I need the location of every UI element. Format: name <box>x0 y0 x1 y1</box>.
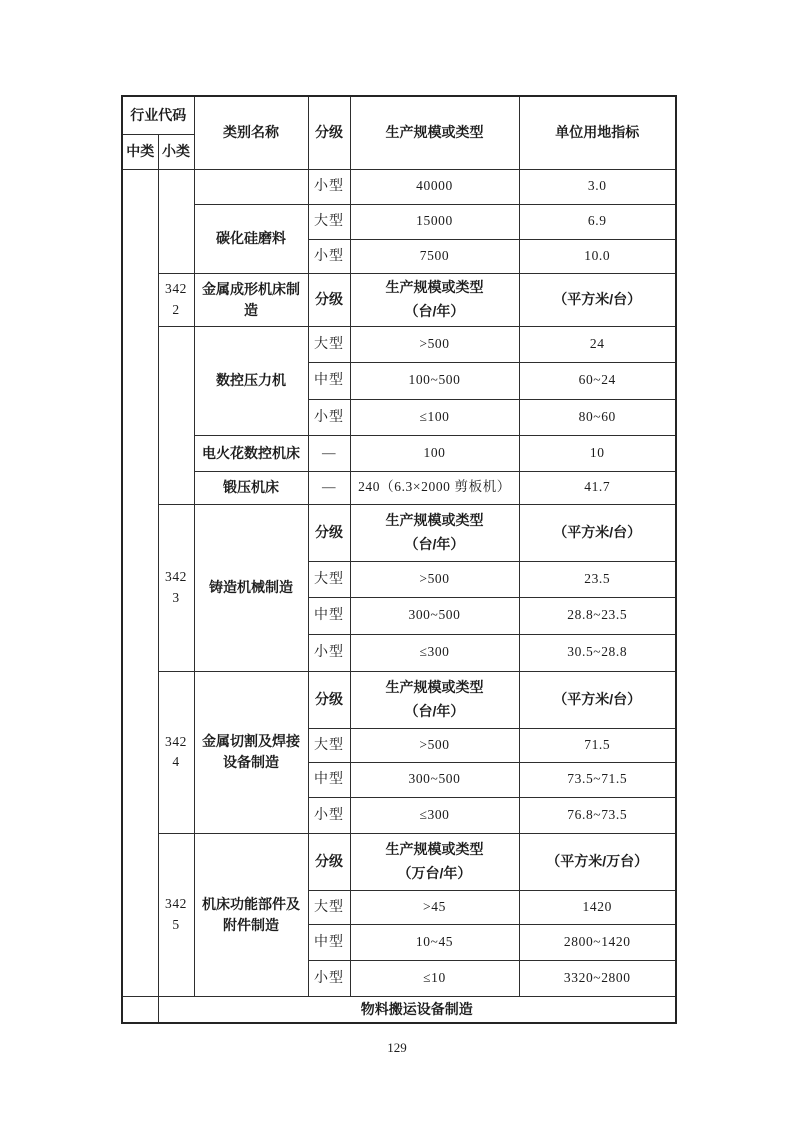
grade-cell: 小型 <box>308 399 350 435</box>
sub-header-scale-line1: 生产规模或类型 <box>385 278 484 295</box>
grade-cell: 中型 <box>308 762 350 797</box>
unit-cell: 6.9 <box>519 204 676 239</box>
scale-cell: 15000 <box>350 204 519 239</box>
scale-cell: >500 <box>350 728 519 762</box>
sub-header-scale-line1: 生产规模或类型 <box>385 511 484 528</box>
table-header-row-1 <box>122 96 676 134</box>
unit-cell: 23.5 <box>519 561 676 597</box>
section-header-row <box>122 671 676 728</box>
scale-cell: ≤300 <box>350 634 519 671</box>
sub-header-scale-cell <box>350 273 519 326</box>
grade-cell: — <box>308 471 350 504</box>
scale-cell: 300~500 <box>350 597 519 634</box>
unit-cell: 41.7 <box>519 471 676 504</box>
unit-cell: 3.0 <box>519 169 676 204</box>
category-name-cell: 金属切割及焊接设备制造 <box>194 671 308 833</box>
category-name-cell: 铸造机械制造 <box>194 504 308 671</box>
grade-cell: 中型 <box>308 362 350 399</box>
category-name-cell: 锻压机床 <box>194 471 308 504</box>
category-name-cell: 碳化硅磨料 <box>194 204 308 273</box>
sub-header-scale-line2: （台/年） <box>404 535 465 552</box>
small-class-empty-cell <box>158 326 194 504</box>
sub-header-grade-cell: 分级 <box>308 504 350 561</box>
category-name-cell: 数控压力机 <box>194 326 308 435</box>
section-title-cell: 物料搬运设备制造 <box>158 996 676 1023</box>
grade-cell: 小型 <box>308 960 350 996</box>
scale-cell: 240（6.3×2000 剪板机） <box>350 471 519 504</box>
scale-cell: ≤300 <box>350 797 519 833</box>
mid-class-empty-cell <box>122 996 158 1023</box>
unit-cell: 3320~2800 <box>519 960 676 996</box>
unit-cell: 28.8~23.5 <box>519 597 676 634</box>
table-row <box>122 204 676 239</box>
header-unit-indicator: 单位用地指标 <box>519 96 676 169</box>
sub-header-unit-cell: （平方米/台） <box>519 273 676 326</box>
grade-cell: 大型 <box>308 561 350 597</box>
sub-header-scale-cell <box>350 671 519 728</box>
unit-cell: 73.5~71.5 <box>519 762 676 797</box>
unit-cell: 2800~1420 <box>519 924 676 960</box>
table-row <box>122 169 676 204</box>
section-header-row <box>122 504 676 561</box>
category-name-cell: 机床功能部件及附件制造 <box>194 833 308 996</box>
unit-cell: 30.5~28.8 <box>519 634 676 671</box>
sub-header-scale-line1: 生产规模或类型 <box>385 840 484 857</box>
header-grade: 分级 <box>308 96 350 169</box>
grade-cell: 中型 <box>308 924 350 960</box>
unit-cell: 80~60 <box>519 399 676 435</box>
sub-header-unit-cell: （平方米/台） <box>519 504 676 561</box>
table-row <box>122 435 676 471</box>
grade-cell: 大型 <box>308 204 350 239</box>
grade-cell: 小型 <box>308 634 350 671</box>
grade-cell: 中型 <box>308 597 350 634</box>
grade-cell: — <box>308 435 350 471</box>
small-class-empty-cell <box>158 169 194 273</box>
scale-cell: >45 <box>350 890 519 924</box>
unit-cell: 10 <box>519 435 676 471</box>
industry-code-cell: 3425 <box>158 833 194 996</box>
header-scale: 生产规模或类型 <box>350 96 519 169</box>
grade-cell: 大型 <box>308 326 350 362</box>
sub-header-scale-line1: 生产规模或类型 <box>385 678 484 695</box>
scale-cell: 100~500 <box>350 362 519 399</box>
industry-code-cell: 3423 <box>158 504 194 671</box>
unit-cell: 1420 <box>519 890 676 924</box>
scale-cell: 40000 <box>350 169 519 204</box>
section-row <box>122 996 676 1023</box>
sub-header-grade-cell: 分级 <box>308 671 350 728</box>
scale-cell: ≤10 <box>350 960 519 996</box>
category-name-cell: 电火花数控机床 <box>194 435 308 471</box>
scale-cell: >500 <box>350 561 519 597</box>
section-header-row <box>122 273 676 326</box>
industry-code-cell: 3422 <box>158 273 194 326</box>
scale-cell: 10~45 <box>350 924 519 960</box>
mid-class-empty-cell <box>122 169 158 996</box>
scale-cell: 100 <box>350 435 519 471</box>
unit-cell: 10.0 <box>519 239 676 273</box>
sub-header-scale-line2: （台/年） <box>404 302 465 319</box>
header-industry-code: 行业代码 <box>122 96 194 134</box>
sub-header-scale-cell <box>350 833 519 890</box>
table-row <box>122 326 676 362</box>
unit-cell: 76.8~73.5 <box>519 797 676 833</box>
table-row <box>122 471 676 504</box>
scale-cell: 300~500 <box>350 762 519 797</box>
category-name-cell: 金属成形机床制造 <box>194 273 308 326</box>
sub-header-scale-line2: （万台/年） <box>397 864 472 881</box>
sub-header-grade-cell: 分级 <box>308 833 350 890</box>
sub-header-unit-cell: （平方米/台） <box>519 671 676 728</box>
land-use-indicator-table <box>121 95 677 1024</box>
sub-header-scale-cell <box>350 504 519 561</box>
industry-code-cell: 3424 <box>158 671 194 833</box>
grade-cell: 小型 <box>308 797 350 833</box>
grade-cell: 大型 <box>308 728 350 762</box>
page-number: 129 <box>387 1040 407 1055</box>
grade-cell: 大型 <box>308 890 350 924</box>
category-empty-cell <box>194 169 308 204</box>
scale-cell: ≤100 <box>350 399 519 435</box>
header-category-name: 类别名称 <box>194 96 308 169</box>
scale-cell: 7500 <box>350 239 519 273</box>
sub-header-grade-cell: 分级 <box>308 273 350 326</box>
sub-header-scale-line2: （台/年） <box>404 702 465 719</box>
header-small-class: 小类 <box>158 134 194 169</box>
scale-cell: >500 <box>350 326 519 362</box>
header-mid-class: 中类 <box>122 134 158 169</box>
grade-cell: 小型 <box>308 169 350 204</box>
unit-cell: 60~24 <box>519 362 676 399</box>
grade-cell: 小型 <box>308 239 350 273</box>
unit-cell: 71.5 <box>519 728 676 762</box>
unit-cell: 24 <box>519 326 676 362</box>
section-header-row <box>122 833 676 890</box>
sub-header-unit-cell: （平方米/万台） <box>519 833 676 890</box>
